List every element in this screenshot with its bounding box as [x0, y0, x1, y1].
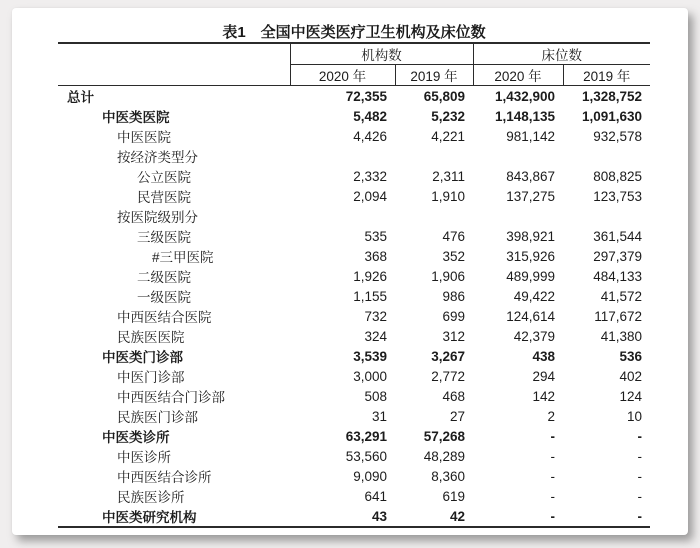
table-row	[58, 146, 650, 166]
cell-value: 732	[364, 308, 387, 324]
row-label: 中医门诊部	[117, 370, 185, 385]
cell-value	[473, 146, 563, 166]
cell-value: -	[550, 428, 555, 444]
cell-value: 53,560	[345, 448, 387, 464]
cell-value: -	[563, 506, 650, 527]
cell-value: 2,094	[353, 188, 387, 204]
cell-value: 124,614	[506, 308, 555, 324]
table-row	[58, 286, 650, 306]
table-row	[58, 166, 650, 186]
cell-value: 31	[371, 408, 387, 424]
cell-value: -	[550, 448, 555, 464]
cell-value: 1,906	[431, 268, 465, 284]
cell-value	[290, 146, 395, 166]
table-row	[58, 426, 650, 446]
table-row	[58, 226, 650, 246]
cell-value: 535	[364, 228, 387, 244]
cell-value: 43	[290, 506, 395, 527]
cell-value: 294	[532, 368, 555, 384]
cell-value: 312	[442, 328, 465, 344]
table-row	[58, 446, 650, 466]
cell-value: 124	[619, 388, 642, 404]
cell-value: 2,332	[353, 168, 387, 184]
table-row	[58, 366, 650, 386]
cell-value: 3,267	[431, 348, 465, 364]
cell-value: -	[550, 468, 555, 484]
cell-value: 2,772	[431, 368, 465, 384]
row-label: #三甲医院	[152, 250, 214, 265]
cell-value: 41,380	[600, 328, 642, 344]
cell-value: 1,148,135	[494, 108, 555, 124]
cell-value: 1,091,630	[581, 108, 642, 124]
table-row	[58, 246, 650, 266]
cell-value: 5,232	[431, 108, 465, 124]
cell-value: 5,482	[353, 108, 387, 124]
cell-value: 3,539	[353, 348, 387, 364]
table-row	[58, 126, 650, 146]
cell-value: 981,142	[506, 128, 555, 144]
row-label: 中医医院	[117, 130, 171, 145]
row-label: 中医诊所	[117, 450, 171, 465]
cell-value: 368	[364, 248, 387, 264]
cell-value: 57,268	[423, 428, 465, 444]
cell-value: 536	[619, 348, 642, 364]
table-body	[58, 86, 650, 528]
cell-value: 1,328,752	[581, 88, 642, 104]
table-row	[58, 266, 650, 286]
table-row	[58, 386, 650, 406]
cell-value: 2	[547, 408, 555, 424]
table-row	[58, 186, 650, 206]
cell-value: 484,133	[593, 268, 642, 284]
row-label: 民族医医院	[117, 330, 185, 345]
row-label: 民营医院	[137, 190, 191, 205]
cell-value: 297,379	[593, 248, 642, 264]
cell-value	[395, 146, 473, 166]
cell-value: 48,289	[423, 448, 465, 464]
cell-value: 9,090	[353, 468, 387, 484]
cell-value: 42	[395, 506, 473, 527]
table-row	[58, 206, 650, 226]
row-label: 中西医结合诊所	[117, 470, 212, 485]
cell-value: -	[637, 448, 642, 464]
cell-value: 1,432,900	[494, 88, 555, 104]
beds-2020-header: 2020 年	[473, 65, 563, 86]
row-label: 民族医门诊部	[117, 410, 198, 425]
statistics-table	[58, 42, 650, 528]
table-row	[58, 86, 650, 107]
cell-value: -	[550, 488, 555, 504]
cell-value: 468	[442, 388, 465, 404]
cell-value	[563, 206, 650, 226]
table-row	[58, 406, 650, 426]
cell-value: -	[637, 468, 642, 484]
cell-value	[563, 146, 650, 166]
cell-value: 8,360	[431, 468, 465, 484]
cell-value: 489,999	[506, 268, 555, 284]
cell-value: 986	[442, 288, 465, 304]
cell-value: 72,355	[345, 88, 387, 104]
cell-value: 63,291	[345, 428, 387, 444]
table-row	[58, 506, 650, 527]
label-column-header	[58, 43, 290, 65]
row-label: 总计	[67, 90, 94, 105]
cell-value: 843,867	[506, 168, 555, 184]
document-page	[12, 8, 688, 535]
row-label: 中西医结合门诊部	[117, 390, 225, 405]
group-header-row	[58, 43, 650, 65]
table-row	[58, 326, 650, 346]
cell-value: 42,379	[513, 328, 555, 344]
cell-value: 476	[442, 228, 465, 244]
table-row	[58, 486, 650, 506]
table-row	[58, 306, 650, 326]
year-header-row	[58, 65, 650, 86]
cell-value: 4,426	[353, 128, 387, 144]
row-label: 中医类研究机构	[58, 506, 290, 527]
row-label: 按经济类型分	[117, 150, 198, 165]
row-label: 民族医诊所	[117, 490, 185, 505]
cell-value: 508	[364, 388, 387, 404]
label-column-subheader	[58, 65, 290, 86]
cell-value: 699	[442, 308, 465, 324]
cell-value	[395, 206, 473, 226]
cell-value: 402	[619, 368, 642, 384]
row-label: 公立医院	[137, 170, 191, 185]
row-label: 一级医院	[137, 290, 191, 305]
beds-2019-header: 2019 年	[563, 65, 650, 86]
cell-value: 2,311	[432, 168, 465, 184]
table-row	[58, 346, 650, 366]
row-label: 二级医院	[137, 270, 191, 285]
cell-value: 619	[442, 488, 465, 504]
cell-value: 641	[364, 488, 387, 504]
cell-value: 932,578	[593, 128, 642, 144]
cell-value: 352	[442, 248, 465, 264]
cell-value: 4,221	[431, 128, 465, 144]
cell-value: 324	[364, 328, 387, 344]
cell-value	[473, 206, 563, 226]
cell-value: 41,572	[600, 288, 642, 304]
cell-value: 361,544	[593, 228, 642, 244]
cell-value: 1,910	[431, 188, 465, 204]
cell-value: -	[637, 488, 642, 504]
cell-value: 438	[532, 348, 555, 364]
cell-value: 398,921	[506, 228, 555, 244]
row-label: 中医类医院	[102, 110, 170, 125]
row-label: 按医院级别分	[117, 210, 198, 225]
institutions-group-header: 机构数	[290, 43, 473, 65]
institutions-2020-header: 2020 年	[290, 65, 395, 86]
cell-value: 142	[532, 388, 555, 404]
cell-value: 1,155	[353, 288, 387, 304]
cell-value: -	[637, 428, 642, 444]
cell-value: 315,926	[506, 248, 555, 264]
beds-group-header: 床位数	[473, 43, 650, 65]
table-header	[58, 43, 650, 86]
cell-value: 65,809	[423, 88, 465, 104]
row-label: 中医类诊所	[102, 430, 170, 445]
table-row	[58, 106, 650, 126]
cell-value: 3,000	[353, 368, 387, 384]
row-label: 三级医院	[137, 230, 191, 245]
table-title: 表1 全国中医类医疗卫生机构及床位数	[222, 24, 486, 41]
cell-value: 49,422	[513, 288, 555, 304]
cell-value: 137,275	[506, 188, 555, 204]
cell-value: 27	[449, 408, 465, 424]
cell-value: -	[473, 506, 563, 527]
row-label: 中西医结合医院	[117, 310, 212, 325]
institutions-2019-header: 2019 年	[395, 65, 473, 86]
table-row	[58, 466, 650, 486]
cell-value	[290, 206, 395, 226]
cell-value: 1,926	[353, 268, 387, 284]
cell-value: 123,753	[593, 188, 642, 204]
cell-value: 117,672	[594, 308, 642, 324]
cell-value: 808,825	[593, 168, 642, 184]
row-label: 中医类门诊部	[102, 350, 183, 365]
cell-value: 10	[626, 408, 642, 424]
